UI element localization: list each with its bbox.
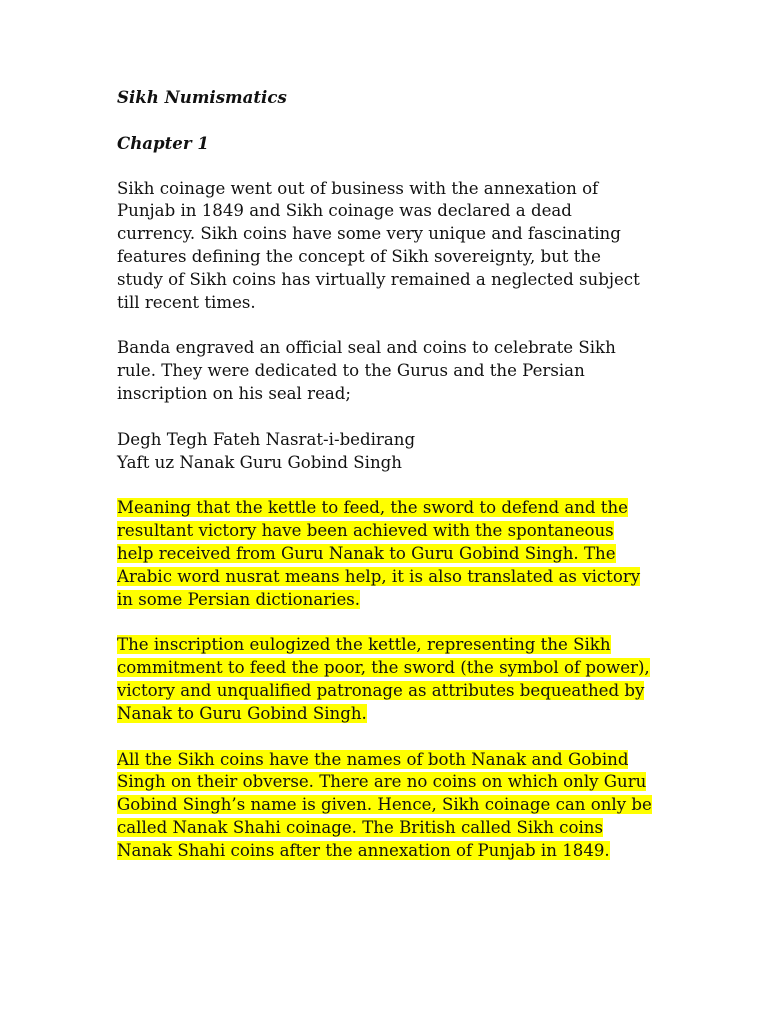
chapter-heading: Chapter 1 [117, 132, 209, 153]
inscription-line-2: Yaft uz Nanak Guru Gobind Singh [117, 452, 402, 472]
highlighted-text-meaning: Meaning that the kettle to feed, the sword to defend and the resultant victory have been achieved with the spontaneous help received from Guru Nanak to Guru Gobind Singh. The Arabic word nusrat means help, it is also translated as victory in some Persian dictionaries. [117, 498, 641, 609]
paragraph-eulogy [117, 634, 652, 725]
document-title: Sikh Numismatics [117, 87, 287, 107]
paragraph-intro: Sikh coinage went out of business with the annexation of Punjab in 1849 and Sikh coinage was declared a dead currency. Sikh coins have some very unique and fascinating features defining the concept of Sikh sovereignty, but the study of Sikh coins has virtually remained a neglected subject till recent times. [117, 178, 640, 312]
paragraph-coins [117, 749, 652, 863]
paragraph-meaning [117, 497, 652, 611]
highlighted-text-eulogy: The inscription eulogized the kettle, representing the Sikh commitment to feed the poor, the sword (the symbol of power), victory and unqualified patronage as attributes bequeathed by Nanak to Guru Gobind Singh. [117, 635, 650, 723]
document-body [117, 86, 652, 863]
seal-inscription [117, 429, 652, 475]
inscription-line-1: Degh Tegh Fateh Nasrat-i-bedirang [117, 429, 416, 449]
paragraph-banda: Banda engraved an official seal and coins to celebrate Sikh rule. They were dedicated to the Gurus and the Persian inscription on his seal read; [117, 338, 616, 403]
highlighted-text-coins: All the Sikh coins have the names of both Nanak and Gobind Singh on their obverse. There are no coins on which only Guru Gobind Singh’s name is given. Hence, Sikh coinage can only be called Nanak Shahi coinage. The British called Sikh coins Nanak Shahi coins after the annexation of Punjab in 1849. [117, 749, 652, 860]
